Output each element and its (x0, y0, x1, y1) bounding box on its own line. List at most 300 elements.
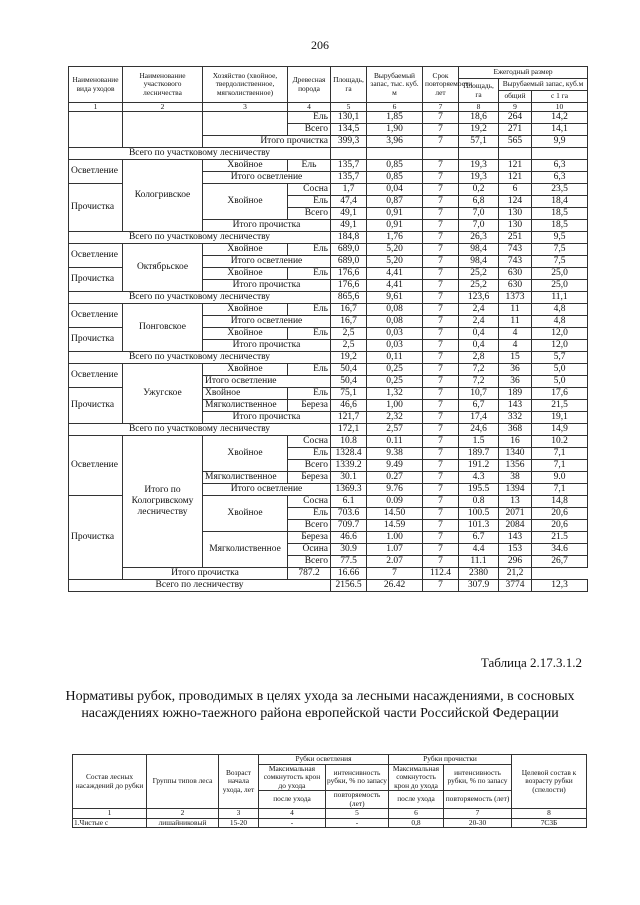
table-cell: 5,0 (532, 376, 588, 388)
table-cell: 16,7 (331, 304, 367, 316)
table-cell: 1369.3 (331, 484, 367, 496)
table-cell: 7,2 (459, 364, 499, 376)
table-cell: 100.5 (459, 508, 499, 520)
table-cell: 7 (423, 484, 459, 496)
header-care-type: Наименование вида уходов (69, 67, 123, 103)
table-cell: 14,9 (532, 424, 588, 436)
table-cell: 30.1 (331, 472, 367, 484)
table-row (69, 364, 588, 376)
header-annual-area: Площадь, га (459, 79, 499, 103)
table-cell: 14.59 (367, 520, 423, 532)
t2-header-repeat: повторяемость (лет) (326, 791, 389, 809)
table-cell: 15 (499, 352, 532, 364)
table-cell: 1,76 (367, 232, 423, 244)
table-cell: 7 (423, 292, 459, 304)
table-cell: 743 (499, 256, 532, 268)
table-cell: Береза (288, 400, 331, 412)
table-cell: 2,4 (459, 304, 499, 316)
table-cell: 49,1 (331, 220, 367, 232)
table-cell: 2071 (499, 508, 532, 520)
table-cell: 50,4 (331, 376, 367, 388)
table-cell: 176,6 (331, 268, 367, 280)
table-cell: 271 (499, 124, 532, 136)
table-cell: 3774 (499, 580, 532, 592)
table-cell: 7 (423, 136, 459, 148)
table-cell: 6.1 (331, 496, 367, 508)
table-cell: Ель (288, 388, 331, 400)
table-cell: 46.6 (331, 532, 367, 544)
table-cell: 21,2 (499, 568, 532, 580)
table-cell: 7 (423, 508, 459, 520)
table-cell: Ель (288, 268, 331, 280)
table-cell: 630 (499, 268, 532, 280)
table-cell: 7 (423, 436, 459, 448)
table-cell: 7 (423, 172, 459, 184)
table-cell: 46,6 (331, 400, 367, 412)
header-district: Наименование участкового лесничества (123, 67, 203, 103)
table-row (69, 304, 588, 316)
table-cell (532, 148, 588, 160)
table-cell: Прочистка (69, 184, 123, 232)
table-cell: 7,5 (532, 244, 588, 256)
table-cell: 121 (499, 172, 532, 184)
table-cell: 24,6 (459, 424, 499, 436)
table-cell: 2,32 (367, 412, 423, 424)
table-cell: 0,4 (459, 328, 499, 340)
t2-header-intensity-2: интенсивность рубки, % по запасу (444, 764, 512, 791)
table-cell: 17,4 (459, 412, 499, 424)
table-cell: 2156.5 (331, 580, 367, 592)
table-row (69, 580, 588, 592)
table-cell: 0,25 (367, 364, 423, 376)
t2-cell-max-closure: - (259, 818, 326, 828)
table-cell: 9.49 (367, 460, 423, 472)
table-cell: Ель (288, 508, 331, 520)
table-cell: 7,1 (532, 448, 588, 460)
table-cell: 7 (423, 160, 459, 172)
t2-cell-intensity-2: 20-30 (444, 818, 512, 828)
table-cell: Прочистка (69, 496, 123, 580)
table-cell: Итого осветление (203, 484, 331, 496)
norms-table (72, 754, 587, 828)
table-cell: 11,1 (532, 292, 588, 304)
table-cell: 7 (423, 544, 459, 556)
table-cell: Осина (288, 544, 331, 556)
table-cell: 13 (499, 496, 532, 508)
table-cell: 1356 (499, 460, 532, 472)
t2-header-age: Возраст начала ухода, лет (219, 755, 259, 809)
t2-column-number: 2 (147, 809, 219, 819)
column-number: 6 (367, 103, 423, 112)
table-cell: 112.4 (423, 568, 459, 580)
table-cell: 368 (499, 424, 532, 436)
table-cell: 75,1 (331, 388, 367, 400)
table-cell: 787.2 (288, 568, 331, 580)
t2-column-number: 4 (259, 809, 326, 819)
table-cell: 7 (423, 244, 459, 256)
table-cell: 0.11 (367, 436, 423, 448)
table-cell: 703.6 (331, 508, 367, 520)
table-cell: 14,1 (532, 124, 588, 136)
table-cell: 9.38 (367, 448, 423, 460)
table-cell: 123,6 (459, 292, 499, 304)
table-cell: Всего (288, 556, 331, 568)
table-body (69, 112, 588, 592)
table-cell: 189.7 (459, 448, 499, 460)
table-cell: 2,57 (367, 424, 423, 436)
table-cell: 0,85 (367, 160, 423, 172)
table-cell: 0,91 (367, 220, 423, 232)
table-cell: Осветление (69, 160, 123, 184)
table-cell: Осветление (69, 364, 123, 388)
table-row (69, 160, 588, 172)
table-cell: Сосна (288, 436, 331, 448)
table-cell: Хвойное (203, 184, 288, 220)
table-cell: 0,4 (459, 340, 499, 352)
table-cell: 25,2 (459, 268, 499, 280)
table-cell: Всего (288, 208, 331, 220)
table-cell: 4,41 (367, 268, 423, 280)
table-cell: 25,2 (459, 280, 499, 292)
t2-column-number: 7 (444, 809, 512, 819)
t2-cell-composition: 1.Чистые с (73, 818, 147, 828)
table-cell: 1339.2 (331, 460, 367, 472)
table-cell: Ель (288, 160, 331, 172)
table-cell: 2,4 (459, 316, 499, 328)
header-annual: Ежегодный размер (459, 67, 588, 79)
table-cell: Всего (288, 520, 331, 532)
table-cell: Мягколиственное (203, 400, 288, 412)
table-cell: 10,7 (459, 388, 499, 400)
table-cell: 57,1 (459, 136, 499, 148)
table-cell: Итого прочистка (123, 568, 288, 580)
table-cell: 49,1 (331, 208, 367, 220)
table-cell: 630 (499, 280, 532, 292)
table-cell: Понговское (123, 304, 203, 352)
table-cell: 2084 (499, 520, 532, 532)
table-cell: 25,0 (532, 280, 588, 292)
table-cell: 251 (499, 232, 532, 244)
table-cell: 172,1 (331, 424, 367, 436)
table-cell: Итого осветление (203, 316, 331, 328)
table-cell: 101.3 (459, 520, 499, 532)
table-cell (331, 148, 367, 160)
table-cell: 36 (499, 364, 532, 376)
t2-header-clean: Рубки прочистки (389, 755, 512, 765)
table-cell: 195.5 (459, 484, 499, 496)
header-per-ha: с 1 га (532, 91, 588, 103)
header-stock: Вырубаемый запас, тыс. куб. м (367, 67, 423, 103)
table-cell: 6,3 (532, 160, 588, 172)
t2-cell-intensity: - (326, 818, 389, 828)
table-cell: 7 (423, 328, 459, 340)
table-cell: 7 (423, 412, 459, 424)
table-row (69, 436, 588, 448)
table-cell: 14,8 (532, 496, 588, 508)
t2-header-after: после ухода (259, 791, 326, 809)
header-annual-stock: Вырубаемый запас, куб.м (499, 79, 588, 91)
table-cell: Итого осветление (203, 172, 331, 184)
table-cell: 7 (423, 220, 459, 232)
t2-cell-max-closure-2: 0,8 (389, 818, 444, 828)
table-cell: 19,1 (532, 412, 588, 424)
table-cell: Сосна (288, 184, 331, 196)
table-cell: 7 (423, 208, 459, 220)
table-cell: 23,5 (532, 184, 588, 196)
table-cell: 3,96 (367, 136, 423, 148)
table-cell: 0,08 (367, 316, 423, 328)
table-cell: 865,6 (331, 292, 367, 304)
table-cell: 191.2 (459, 460, 499, 472)
table-cell: 0,25 (367, 376, 423, 388)
table-cell: 21.5 (532, 532, 588, 544)
table-cell: Хвойное (203, 496, 288, 532)
table-cell: 143 (499, 400, 532, 412)
table-cell: 1,32 (367, 388, 423, 400)
table-cell: 16.66 (331, 568, 367, 580)
table-cell: 12,3 (532, 580, 588, 592)
table-cell: Итого осветление (203, 376, 331, 388)
table-cell: Прочистка (69, 268, 123, 292)
table-cell: 50,4 (331, 364, 367, 376)
table-cell: 14,2 (532, 112, 588, 124)
table-cell: 7 (367, 568, 423, 580)
table-cell: 6,7 (459, 400, 499, 412)
table-cell: Итого прочистка (203, 220, 331, 232)
table-cell: 7 (423, 196, 459, 208)
table-cell: 7 (423, 424, 459, 436)
table-cell: 5,20 (367, 256, 423, 268)
table-cell: 36 (499, 376, 532, 388)
table-cell: 332 (499, 412, 532, 424)
column-number: 1 (69, 103, 123, 112)
table-cell: 26,3 (459, 232, 499, 244)
table-cell: 19,3 (459, 160, 499, 172)
table-row (69, 232, 588, 244)
table-cell: 130,1 (331, 112, 367, 124)
table-cell: 0.09 (367, 496, 423, 508)
table-row (69, 244, 588, 256)
table-cell: Мягколиственное (203, 532, 288, 568)
table-cell: Итого прочистка (203, 280, 331, 292)
header-farm: Хозяйство (хвойное, твердолиственное, мягколиственное) (203, 67, 288, 103)
table-cell: 98,4 (459, 256, 499, 268)
table-cell: 9.0 (532, 472, 588, 484)
table-row (69, 292, 588, 304)
table-cell: 21,5 (532, 400, 588, 412)
table-cell: 4 (499, 328, 532, 340)
table-cell: 7 (423, 364, 459, 376)
table-cell: 135,7 (331, 172, 367, 184)
table-cell: 4.4 (459, 544, 499, 556)
table-cell: Хвойное (203, 388, 288, 400)
table-cell: 20,6 (532, 520, 588, 532)
table-cell: Хвойное (203, 364, 288, 376)
table-cell: 11 (499, 316, 532, 328)
table-cell: Всего по участковому лесничеству (69, 232, 331, 244)
table-cell: 9,9 (532, 136, 588, 148)
table-row (69, 112, 588, 124)
t2-column-number: 3 (219, 809, 259, 819)
table-cell: Всего по лесничеству (69, 580, 331, 592)
table-cell: Осветление (69, 304, 123, 328)
header-area: Площадь, га (331, 67, 367, 103)
table-cell: 0,87 (367, 196, 423, 208)
table-cell: 18,5 (532, 220, 588, 232)
table-cell: Прочистка (69, 328, 123, 352)
table-cell: Прочистка (69, 388, 123, 424)
table-cell: 7 (423, 352, 459, 364)
table-cell: 2.07 (367, 556, 423, 568)
table-cell: 153 (499, 544, 532, 556)
table-cell: 307.9 (459, 580, 499, 592)
table-cell: 7 (423, 112, 459, 124)
table-cell: Осветление (69, 436, 123, 496)
table-cell: 176,6 (331, 280, 367, 292)
table-cell: 2,5 (331, 340, 367, 352)
t2-header-after-2: после ухода (389, 791, 444, 809)
forest-care-table (68, 66, 588, 592)
table-cell: Всего по участковому лесничеству (69, 292, 331, 304)
page-number: 206 (311, 38, 329, 52)
table-cell: Ель (288, 196, 331, 208)
column-number: 2 (123, 103, 203, 112)
table-cell: 296 (499, 556, 532, 568)
table-cell: 1,85 (367, 112, 423, 124)
table-cell: Итого по Кологривскому лесничеству (123, 436, 203, 568)
table-cell: Хвойное (203, 160, 288, 172)
table-cell: 399,3 (331, 136, 367, 148)
table-cell: 7 (423, 400, 459, 412)
table-cell: 4,41 (367, 280, 423, 292)
table-cell: 0.27 (367, 472, 423, 484)
table-cell: 1373 (499, 292, 532, 304)
table-cell: 0,2 (459, 184, 499, 196)
table-cell: 143 (499, 532, 532, 544)
table-cell: 264 (499, 112, 532, 124)
table-cell: 5,7 (532, 352, 588, 364)
table-cell: Ель (288, 328, 331, 340)
table-cell: 20,6 (532, 508, 588, 520)
table-cell: Итого прочистка (203, 136, 331, 148)
table-cell: 38 (499, 472, 532, 484)
table-cell: Итого осветление (203, 256, 331, 268)
table-cell: 0,11 (367, 352, 423, 364)
table-cell: 7 (423, 316, 459, 328)
table-cell: Всего по участковому лесничеству (69, 352, 331, 364)
table-cell: 9,61 (367, 292, 423, 304)
table-cell: 47,4 (331, 196, 367, 208)
table-cell: 7 (423, 388, 459, 400)
table-cell: 689,0 (331, 244, 367, 256)
table-cell: Кологривское (123, 160, 203, 232)
table-cell: 4 (499, 340, 532, 352)
column-number: 4 (288, 103, 331, 112)
t2-header-max-closure: Максимальная сомкнутость крон до ухода (259, 764, 326, 791)
table-cell: 7 (423, 532, 459, 544)
t2-column-number: 1 (73, 809, 147, 819)
table-cell: 7 (423, 304, 459, 316)
table-cell (459, 148, 499, 160)
t2-cell-target: 7С3Б (512, 818, 587, 828)
t2-column-number: 6 (389, 809, 444, 819)
table-cell: 135,7 (331, 160, 367, 172)
table-cell: 10.8 (331, 436, 367, 448)
table-title: Нормативы рубок, проводимых в целях ухода за лесными насаждениями, в сосновых насаждениях южно-таежного района европейской части Российской Федерации (65, 689, 575, 721)
table-cell: Всего по участковому лесничеству (69, 424, 331, 436)
table-cell: 7 (423, 460, 459, 472)
table-cell: 7 (423, 448, 459, 460)
table-cell: Всего по участковому лесничеству (69, 148, 331, 160)
table-cell: 7 (423, 496, 459, 508)
table-cell: Ель (288, 112, 331, 124)
column-number: 3 (203, 103, 288, 112)
table-cell: 5,20 (367, 244, 423, 256)
table-cell: 1394 (499, 484, 532, 496)
table-cell: 0,08 (367, 304, 423, 316)
header-total: общий (499, 91, 532, 103)
table-cell: 12,0 (532, 340, 588, 352)
table-cell: 1,7 (331, 184, 367, 196)
table-cell: Мягколиственное (203, 472, 288, 484)
table-cell: 121,7 (331, 412, 367, 424)
table-cell: 19,3 (459, 172, 499, 184)
table-cell: 124 (499, 196, 532, 208)
table-cell: Ужугское (123, 364, 203, 424)
table-cell: Хвойное (203, 244, 288, 256)
table-cell: 16 (499, 436, 532, 448)
table-cell: 7 (423, 556, 459, 568)
table-cell: 1,00 (367, 400, 423, 412)
table-cell: 7 (423, 472, 459, 484)
table-cell: 2,5 (331, 328, 367, 340)
table-cell: 7,2 (459, 376, 499, 388)
table-cell: 77.5 (331, 556, 367, 568)
table-cell: 7 (423, 376, 459, 388)
table-cell: 6 (499, 184, 532, 196)
table-cell: 7,1 (532, 460, 588, 472)
table-cell: 189 (499, 388, 532, 400)
table-cell: Ель (288, 304, 331, 316)
table-cell: 130 (499, 208, 532, 220)
table-cell: 7,0 (459, 208, 499, 220)
table-cell: Хвойное (203, 268, 288, 280)
table-cell: Береза (288, 472, 331, 484)
table-cell: 14.50 (367, 508, 423, 520)
table-cell: Всего (288, 460, 331, 472)
table-cell: 7 (423, 268, 459, 280)
table-cell: Осветление (69, 244, 123, 268)
table-cell: Итого прочистка (203, 340, 331, 352)
header-species: Древесная порода (288, 67, 331, 103)
table-cell: Ель (288, 364, 331, 376)
table-cell: 1340 (499, 448, 532, 460)
table-cell: Хвойное (203, 436, 288, 472)
table-cell: 0,04 (367, 184, 423, 196)
table-cell: Ель (288, 448, 331, 460)
table-cell: 6,8 (459, 196, 499, 208)
column-number: 10 (532, 103, 588, 112)
table-cell: 7 (423, 340, 459, 352)
table-cell: Всего (288, 124, 331, 136)
table-cell: 7 (423, 124, 459, 136)
table-cell: 98,4 (459, 244, 499, 256)
table-cell: 34.6 (532, 544, 588, 556)
table-cell: 17,6 (532, 388, 588, 400)
table-cell: 26,7 (532, 556, 588, 568)
table-cell: 11.1 (459, 556, 499, 568)
table-cell: 10.2 (532, 436, 588, 448)
